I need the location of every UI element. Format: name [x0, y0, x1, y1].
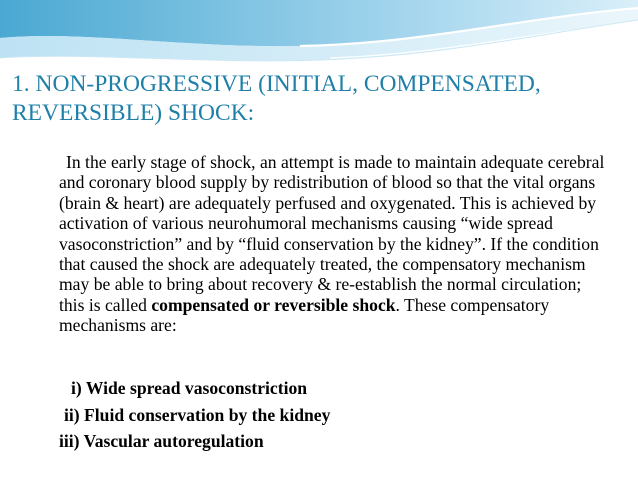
header-wave-decoration	[0, 0, 638, 72]
list-item-fluid-conservation: ii) Fluid conservation by the kidney	[64, 405, 331, 425]
paragraph-tail: . These compensatory mechanisms are:	[59, 294, 550, 336]
body-paragraph	[59, 152, 611, 336]
paragraph-emphasis: compensated or reversible shock	[151, 294, 396, 315]
list-item-autoregulation: iii) Vascular autoregulation	[59, 431, 264, 451]
slide-title: 1. NON-PROGRESSIVE (INITIAL, COMPENSATED, REVERSIBLE) SHOCK:	[12, 71, 541, 126]
list-item-vasoconstriction: i) Wide spread vasoconstriction	[71, 378, 308, 398]
paragraph-lead: In the early stage of shock, an attempt is made to maintain adequate cerebral and coronary blood supply by redistribution of blood so that the vital organs (brain & heart) are adequately perfused and oxygenated. This is achieved by activation of various neurohumoral mechanisms causing “wide spread vasoconstriction” and by “fluid conservation by the kidney”. If the condition that caused the shock are adequately treated, the compensatory mechanism may be able to bring about recovery & re-establish the normal circulation; this is called	[59, 152, 605, 315]
